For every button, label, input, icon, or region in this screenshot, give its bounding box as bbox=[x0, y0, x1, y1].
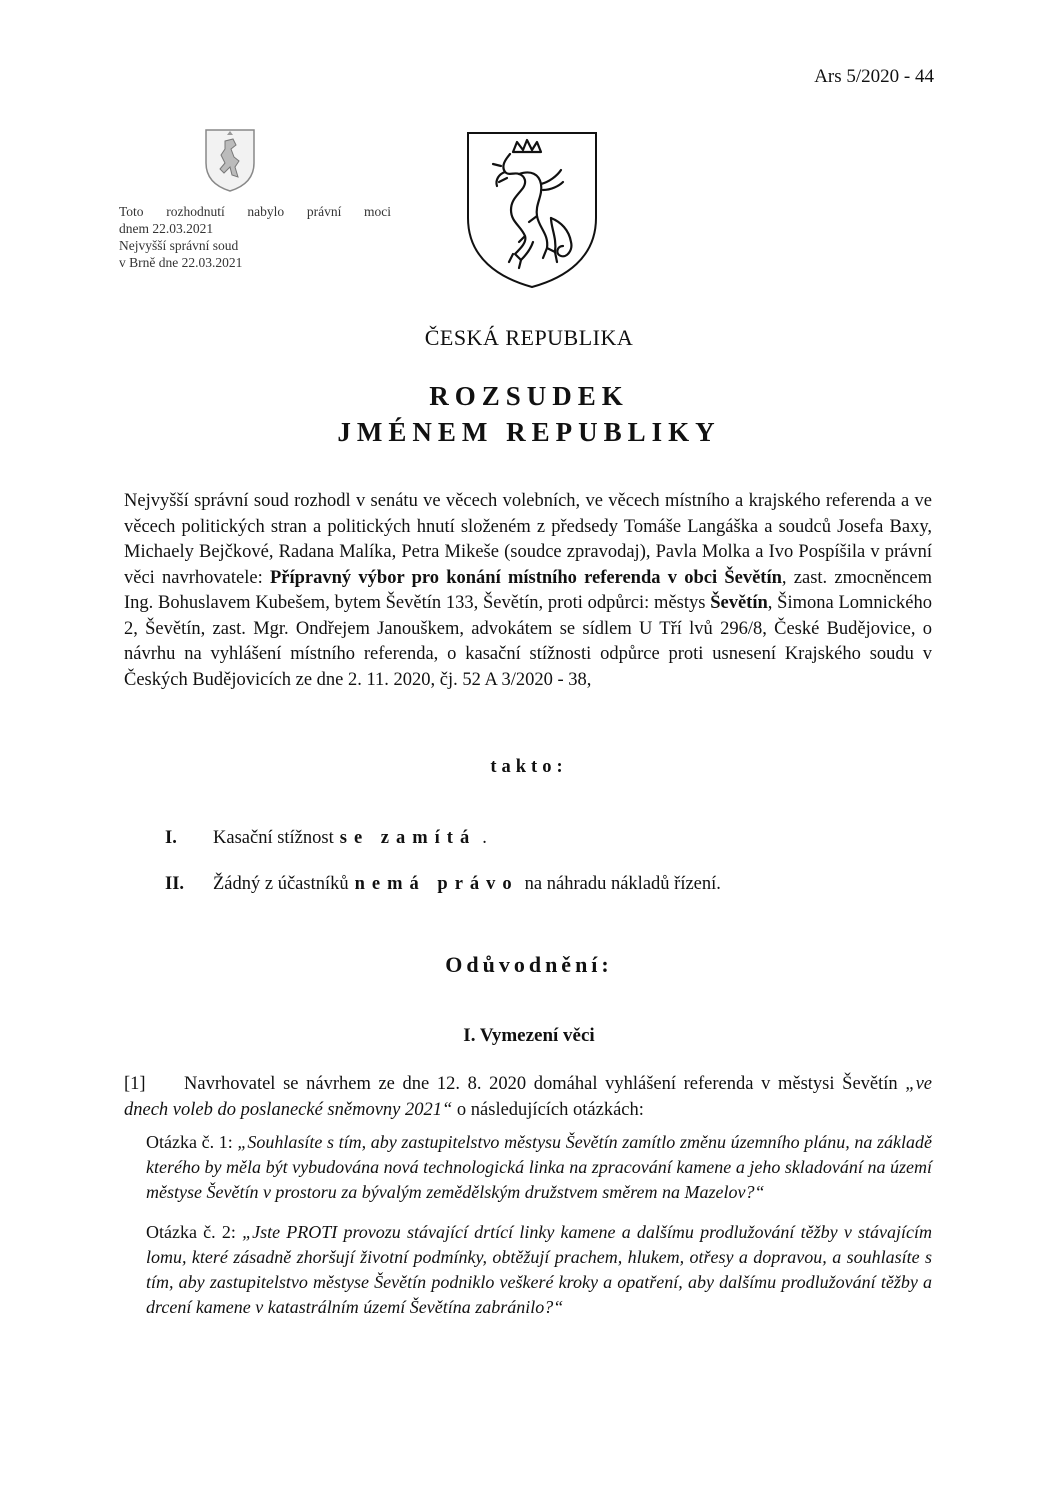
verdict-heading bbox=[0, 378, 1058, 450]
petitioner-name: Přípravný výbor pro konání místního referenda v obci Ševětín bbox=[269, 567, 782, 588]
stamp-line: dnem 22.03.2021 bbox=[119, 221, 214, 236]
section-heading: I. Vymezení věci bbox=[463, 1025, 595, 1046]
case-number: Ars 5/2020 - 44 bbox=[814, 66, 934, 87]
ruling-number: I. bbox=[165, 828, 177, 848]
ruling-text: na náhradu nákladů řízení. bbox=[524, 874, 721, 894]
paragraph-1 bbox=[124, 1072, 932, 1123]
stamp-line: Toto rozhodnutí nabylo právní moci bbox=[119, 204, 391, 219]
intro-paragraph bbox=[124, 489, 932, 693]
ruling-emphasis: se zamítá bbox=[339, 828, 477, 848]
intro-text: , Šimona Lomnického 2, Ševětín, zast. Mgr. Ondřejem Janouškem, advokátem se sídlem U Tří lvů 296/8, České Budějovice, o návrhu na vyhlášení místního referenda, o kasační stížnosti odpůrce proti usnesení Krajského soudu v Českých Budějovicích ze dne 2. 11. 2020, čj. 52 A 3/2020 - 38, bbox=[124, 593, 932, 690]
question-text: „Souhlasíte s tím, aby zastupitelstvo městysu Ševětín zamítlo změnu územního plánu, na základě kterého by měla být vybudována nová technologická linka na zpracování kamene a jeho skladování na území městyse Ševětín v prostoru za bývalým zemědělským družstvem směrem na Mazelov?“ bbox=[146, 1132, 932, 1202]
ruling-text: . bbox=[482, 828, 487, 848]
question-1 bbox=[146, 1130, 932, 1205]
ruling-number: II. bbox=[165, 874, 185, 894]
country-heading: ČESKÁ REPUBLIKA bbox=[424, 325, 634, 350]
reasoning-heading: Odůvodnění: bbox=[445, 952, 613, 977]
paragraph-text: o následujících otázkách: bbox=[452, 1099, 644, 1120]
stamp-line: v Brně dne 22.03.2021 bbox=[119, 255, 243, 270]
intro-text: , zast. zmocněncem Ing. Bohuslavem Kubešem, bytem Ševětín 133, Ševětín, proti odpůrci: městys bbox=[124, 567, 932, 613]
takto-heading: takto: bbox=[490, 757, 568, 777]
question-label: Otázka č. 1: bbox=[146, 1132, 238, 1152]
intro-text: Nejvyšší správní soud rozhodl v senátu ve věcech volebních, ve věcech místního a krajského referenda a ve věcech politických stran a politických hnutí složeném z předsedy Tomáše Langáška a soudců Josefa Baxy, Michaely Bejčkové, Radana Malíka, Petra Mikeše (soudce zpravodaj), Pavla Molka a Ivo Pospíšila v právní věci navrhovatele: bbox=[124, 491, 932, 588]
question-2 bbox=[146, 1220, 932, 1320]
question-text: „Jste PROTI provozu stávající drtící linky kamene a dalšímu prodlužování těžby v stávajícím lomu, které zásadně zhoršují životní podmínky, obtěžují prachem, hlukem, otřesy a dopravou, a souhlasíte s tím, aby zastupitelstvo městyse Ševětín podniklo veškeré kroky a opatření, aby dalšímu prodlužování těžby a drcení kamene v katastrálním území Ševětína zabránilo?“ bbox=[146, 1222, 932, 1317]
czech-coat-of-arms-icon bbox=[203, 127, 257, 193]
czech-lion-emblem-icon bbox=[465, 130, 599, 290]
paragraph-number: [1] bbox=[124, 1074, 146, 1094]
ruling-emphasis: nemá právo bbox=[354, 874, 519, 894]
verdict-title: ROZSUDEK bbox=[429, 381, 629, 411]
respondent-name: Ševětín bbox=[710, 593, 768, 613]
paragraph-text: Navrhovatel se návrhem ze dne 12. 8. 2020 domáhal vyhlášení referenda v městysi Ševětín bbox=[184, 1074, 906, 1094]
ruling-text: Kasační stížnost bbox=[213, 828, 334, 848]
question-label: Otázka č. 2: bbox=[146, 1222, 243, 1242]
ruling-text: Žádný z účastníků bbox=[213, 874, 349, 894]
ruling-item bbox=[165, 828, 487, 849]
ruling-item bbox=[165, 874, 721, 895]
paragraph-quote: „ve dnech voleb do poslanecké sněmovny 2021“ bbox=[124, 1074, 932, 1120]
legal-force-stamp bbox=[119, 203, 391, 271]
stamp-line: Nejvyšší správní soud bbox=[119, 238, 239, 253]
in-name-of-republic: JMÉNEM REPUBLIKY bbox=[337, 417, 721, 447]
